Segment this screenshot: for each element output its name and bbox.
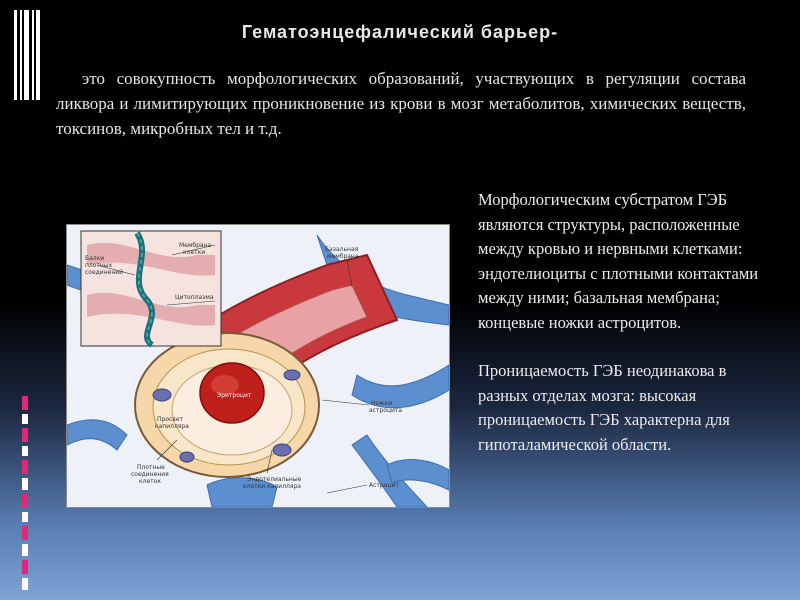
label-tight-1: Плотные <box>137 464 165 471</box>
label-membrane-2: клетки <box>183 249 206 256</box>
label-feet-2: астроцита <box>369 407 403 414</box>
label-cytoplasm: Цитоплазма <box>175 294 214 301</box>
decorative-stripes-bottom <box>22 396 30 592</box>
label-feet-1: Ножки <box>371 400 393 407</box>
label-erythrocyte: Эритроцит <box>217 392 252 399</box>
label-beams-2: плотных <box>85 262 113 269</box>
label-endothelial-1: Эндотелиальные <box>247 476 302 483</box>
label-tight-3: клеток <box>139 478 161 485</box>
intro-text: это совокупность морфологических образований, участвующих в регуляции состава ликвора и лимитирующих проникновение из крови в мозг метаболитов, химических веществ, токсинов, микробных тел и т.д. <box>56 69 746 138</box>
label-lumen-1: Просвет <box>157 416 184 423</box>
label-basal-1: Базальная <box>325 246 359 253</box>
permeability-paragraph: Проницаемость ГЭБ неодинакова в разных отделах мозга: высокая проницаемость ГЭБ характерна для гипоталамической области. <box>478 361 730 454</box>
slide-title: Гематоэнцефалический барьер- <box>241 22 559 42</box>
label-astrocyte: Астроцит <box>369 482 399 489</box>
label-beams-1: Балки <box>85 255 105 262</box>
right-text-block <box>478 188 768 481</box>
substrate-paragraph: Морфологическим субстратом ГЭБ являются структуры, расположенные между кровью и нервными клетками: эндотелиоциты с плотными контактами между ними; базальная мембрана; концевые ножки астроцитов. <box>478 190 759 332</box>
label-endothelial-2: клетки капилляра <box>243 483 301 490</box>
intro-paragraph <box>56 66 746 141</box>
label-membrane-1: Мембрана <box>179 242 212 249</box>
label-tight-2: соединения <box>131 471 169 478</box>
label-beams-3: соединений <box>85 269 124 276</box>
label-lumen-2: капилляра <box>155 423 189 430</box>
label-basal-2: мембрана <box>327 253 359 260</box>
capillary-diagram <box>67 225 449 507</box>
bbb-illustration <box>66 224 450 508</box>
